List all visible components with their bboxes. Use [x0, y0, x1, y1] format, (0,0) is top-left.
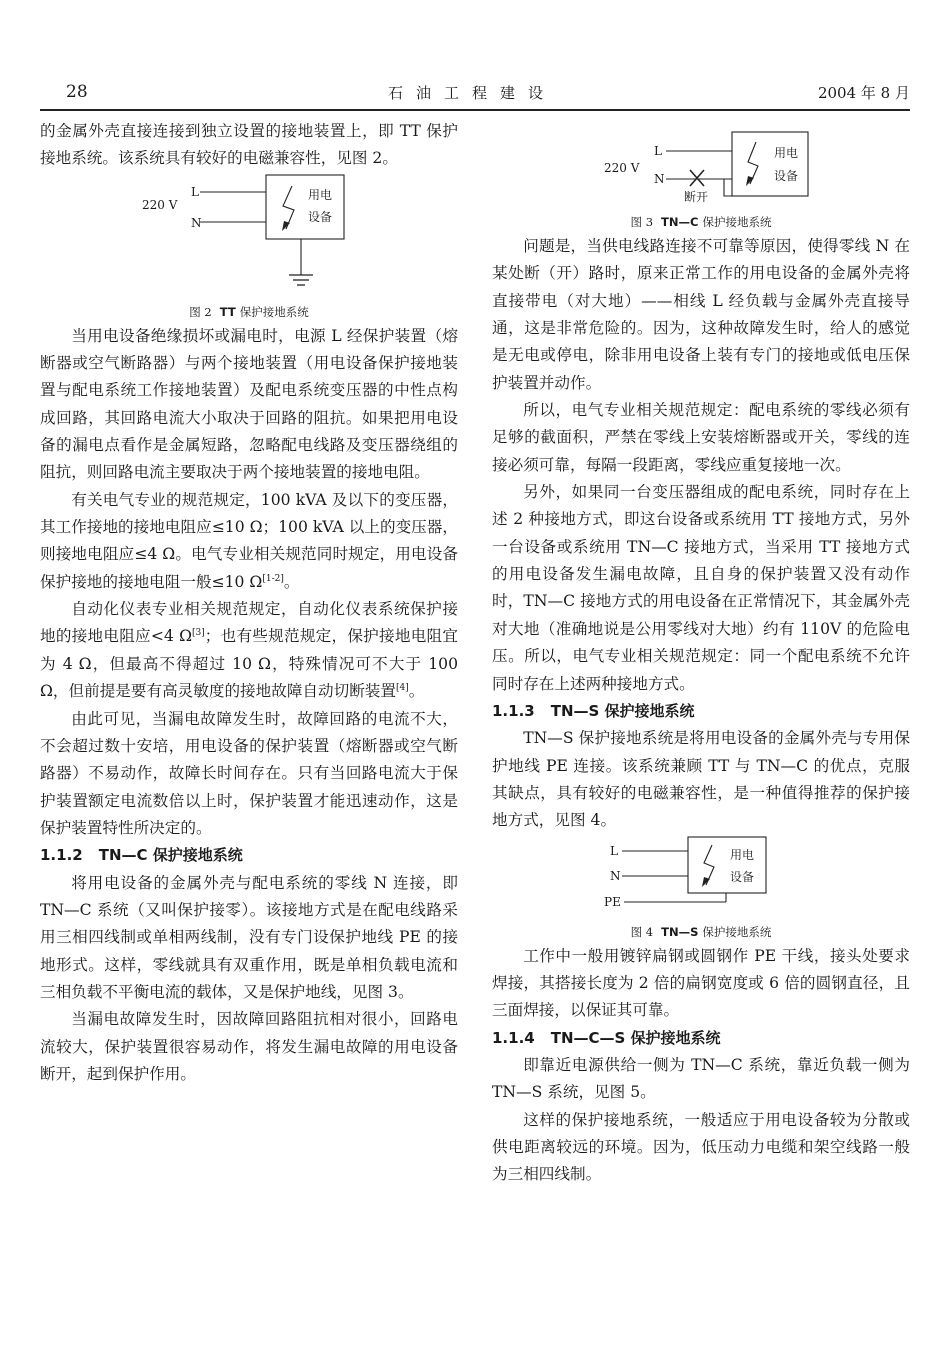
break-label: 断开 — [684, 190, 709, 204]
paragraph: 由此可见，当漏电故障发生时，故障回路的电流不大，不会超过数十安培，用电设备的保护装置（熔断器或空气断路器）不易动作，故障长时间存在。只有当回路电流大于保护装置额定电流数倍以上时，保护装置才能迅速动作，这是保护装置特性所决定的。 — [40, 709, 458, 837]
paragraph: 将用电设备的金属外壳与配电系统的零线 N 连接，即 TN—C 系统（又叫保护接零）。该接地方式是在配电线路采用三相四线制或单相两线制，没有专门设保护地线 PE 的接地形式。这样，零线就具有双重作用，既是单相负载电流和三相负载不平衡电流的载体，又是保护地线，见图 3。 — [40, 873, 458, 1001]
device-box — [688, 837, 766, 893]
issue-date: 2004 年 8 月 — [817, 84, 910, 102]
device-box — [266, 175, 344, 239]
figure-4-caption: 图 4 TN—S 保护接地系统 — [630, 924, 772, 939]
device-label-2: 设备 — [730, 869, 755, 884]
left-column — [40, 118, 458, 1088]
citation[interactable]: [3] — [192, 628, 205, 639]
device-label-1: 用电 — [308, 187, 333, 202]
line-pe-label: PE — [604, 894, 621, 909]
break-mark-icon — [690, 170, 704, 186]
journal-title: 石油工程建设 — [388, 84, 557, 102]
pen-connection — [724, 179, 732, 196]
paragraph: 当用电设备绝缘损坏或漏电时，电源 L 经保护装置（熔断器或空气断路器）与两个接地装置（用电设备保护接地装置与配电系统工作接地装置）及配电系统变压器的中性点构成回路，其回路电流大小取决于回路的阻抗。如果把用电设备的漏电点看作是金属短路，忽略配电线路及变压器绕组的阻抗，则回路电流主要取决于两个接地装置的接地电阻。 — [40, 326, 458, 482]
paragraph: 所以，电气专业相关规范规定：配电系统的零线必须有足够的截面积，严禁在零线上安装熔断器或开关，零线的连接必须可靠，每隔一段距离，零线应重复接地一次。 — [492, 401, 910, 474]
figure-4 — [492, 835, 910, 943]
line-l-label: L — [610, 843, 618, 858]
paragraph: 即靠近电源供给一侧为 TN—C 系统，靠近负载一侧为 TN—S 系统，见图 5。 — [492, 1055, 910, 1102]
device-box — [732, 132, 808, 196]
line-n-label: N — [610, 868, 621, 883]
page-header — [0, 0, 950, 112]
figure-3-caption: 图 3 TN—C 保护接地系统 — [630, 215, 772, 229]
section-heading-1-1-2: 1.1.2 TN—C 保护接地系统 — [40, 846, 243, 865]
device-label-1: 用电 — [730, 847, 755, 862]
ground-icon — [289, 259, 313, 285]
right-column — [492, 118, 910, 1189]
voltage-label: 220 V — [604, 161, 640, 175]
paragraph: 这样的保护接地系统，一般适应于用电设备较为分散或供电距离较远的环境。因为，低压动力电缆和架空线路一般为三相四线制。 — [492, 1110, 910, 1184]
line-l-label: L — [191, 184, 199, 199]
tn-c-diagram — [492, 118, 910, 211]
paragraph: 工作中一般用镀锌扁钢或圆钢作 PE 干线，接头处要求焊接，其搭接长度为 2 倍的扁钢宽度或 6 倍的圆钢直径，且三面焊接，以保证其可靠。 — [492, 946, 910, 1020]
tn-s-diagram — [492, 835, 910, 921]
section-heading-1-1-3: 1.1.3 TN—S 保护接地系统 — [492, 701, 695, 720]
paragraph: 问题是，当供电线路连接不可靠等原因，使得零线 N 在某处断（开）路时，原来正常工作的用电设备的金属外壳将直接带电（对大地）——相线 L 经负载与金属外壳直接导通，这是非常危险的。因为，这种故障发生时，给人的感觉是无电或停电，除非用电设备上装有专门的接地或低电压保护装置并动作。 — [492, 237, 910, 392]
page-number: 28 — [66, 82, 88, 102]
line-n-label: N — [654, 172, 665, 186]
paragraph: 另外，如果同一台变压器组成的配电系统，同时存在上述 2 种接地方式，即这台设备或系统用 TT 接地方式，另外一台设备或系统用 TN—C 接地方式，当采用 TT 接地方式的用电设备发生漏电故障，且自身的保护装置又没有动作时，TN—C 接地方式的用电设备在正常情况下，其金属外壳对大地（准确地说是公用零线对大地）约有 110V 的危险电压。所以，电气专业相关规范规定：同一个配电系统不允许同时存在上述两种接地方式。 — [492, 483, 910, 693]
paragraph: 自动化仪表专业相关规范规定，自动化仪表系统保护接地的接地电阻应<4 Ω[3]；也有些规范规定，保护接地电阻宜为 4 Ω，但最高不得超过 10 Ω，特殊情况可不大于 100 Ω，但前提是要有高灵敏度的接地故障自动切断装置[4]。 — [40, 600, 458, 701]
device-label-1: 用电 — [774, 146, 799, 160]
tt-diagram — [40, 173, 458, 301]
paragraph: TN—S 保护接地系统是将用电设备的金属外壳与专用保护地线 PE 连接。该系统兼顾 TT 与 TN—C 的优点，克服其缺点，具有较好的电磁兼容性，是一种值得推荐的保护接地方式，见图 4。 — [492, 729, 910, 830]
paragraph: 当漏电故障发生时，因故障回路阻抗相对很小，回路电流较大，保护装置很容易动作，将发生漏电故障的用电设备断开，起到保护作用。 — [40, 1010, 458, 1083]
device-label-2: 设备 — [308, 209, 333, 224]
citation[interactable]: [1-2] — [262, 573, 284, 584]
line-l-label: L — [654, 144, 662, 158]
section-heading-1-1-4: 1.1.4 TN—C—S 保护接地系统 — [492, 1028, 721, 1047]
header-rule — [40, 109, 910, 111]
figure-2 — [40, 173, 458, 323]
device-label-2: 设备 — [774, 169, 799, 183]
citation[interactable]: [4] — [396, 682, 409, 693]
figure-3 — [492, 118, 910, 233]
paragraph: 有关电气专业的规范规定，100 kVA 及以下的变压器，其工作接地的接地电阻应≤10 Ω；100 kVA 以上的变压器，则接地电阻应≤4 Ω。电气专业相关规范同时规定，用电设备保护接地的接地电阻一般≤10 Ω[1-2]。 — [40, 490, 458, 591]
line-n-label: N — [191, 215, 202, 230]
voltage-label: 220 V — [142, 197, 178, 212]
paragraph: 的金属外壳直接连接到独立设置的接地装置上，即 TT 保护接地系统。该系统具有较好的电磁兼容性，见图 2。 — [40, 122, 458, 168]
figure-2-caption: 图 2 TT 保护接地系统 — [189, 304, 309, 319]
